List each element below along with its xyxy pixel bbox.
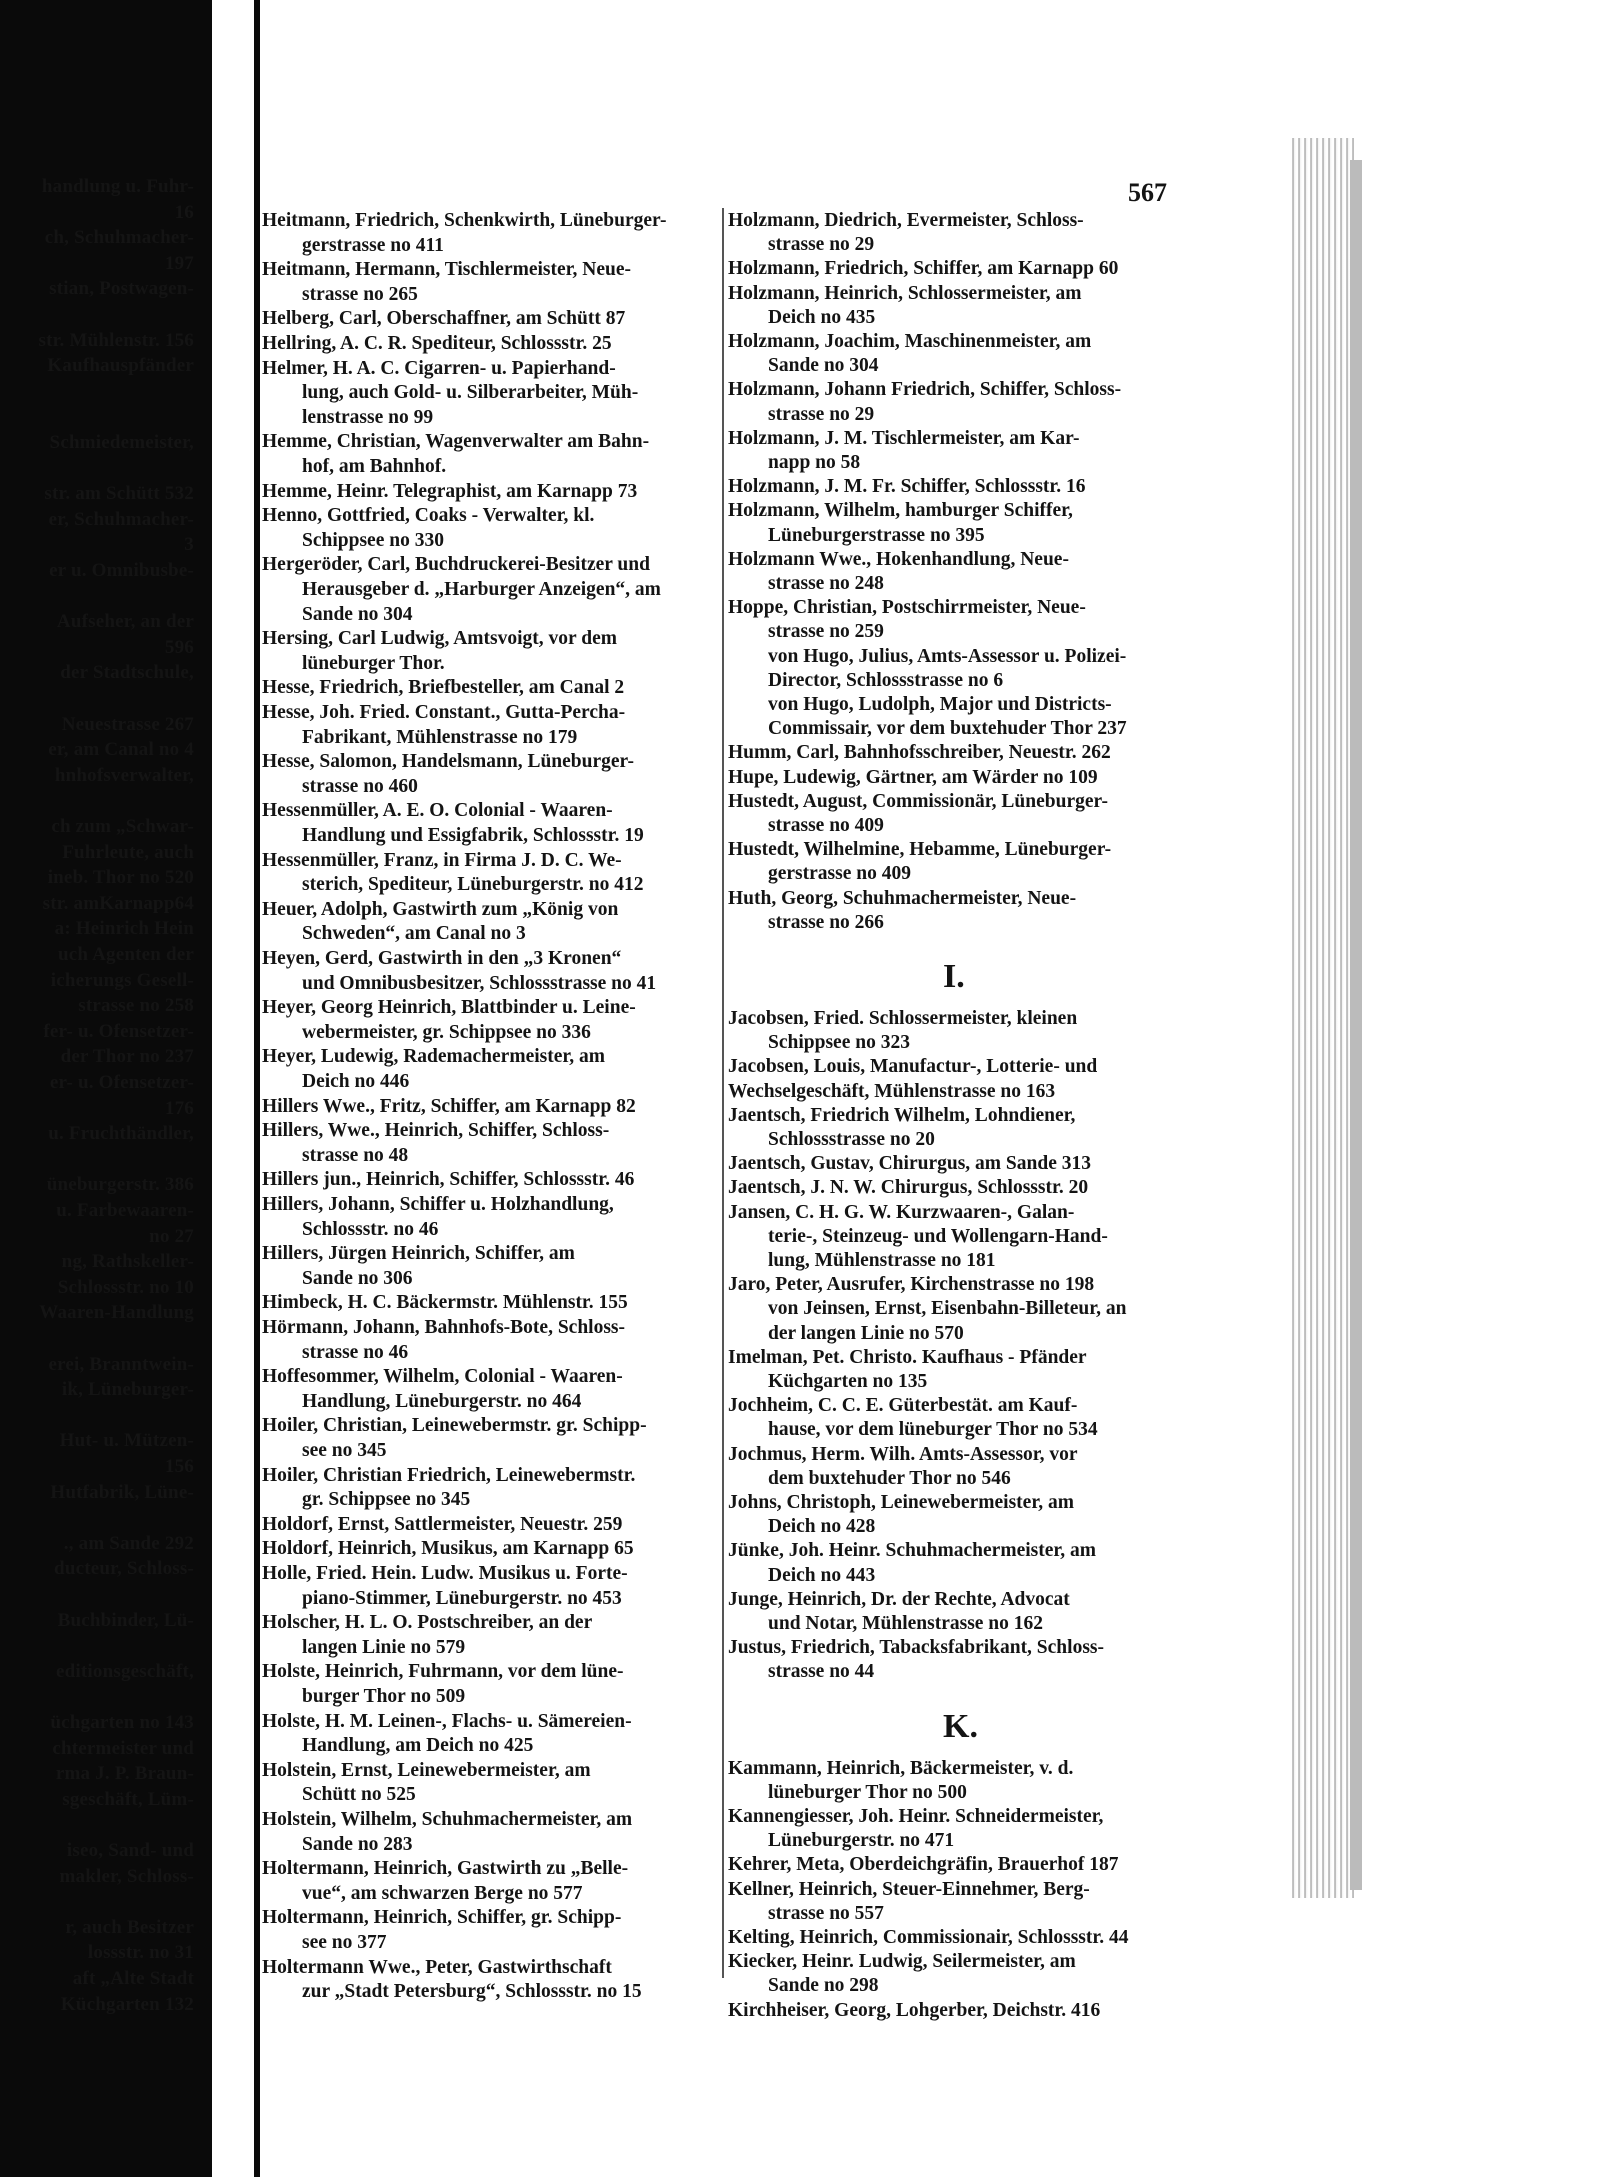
directory-entry-line: Deich no 428 <box>768 1516 876 1538</box>
directory-entry-line: strasse no 259 <box>768 621 884 643</box>
directory-entry-line: Holtermann Wwe., Peter, Gastwirthschaft <box>262 1956 612 1978</box>
directory-entry-line: Kirchheiser, Georg, Lohgerber, Deichstr. 416 <box>728 1999 1101 2021</box>
directory-entry-line: Johns, Christoph, Leinewebermeister, am <box>728 1492 1074 1513</box>
directory-entry-line: vue“, am schwarzen Berge no 577 <box>302 1882 583 1904</box>
directory-entry-line: Hergeröder, Carl, Buchdruckerei-Besitzer und <box>262 554 650 576</box>
page-stack-edge <box>1290 138 1354 1898</box>
left-page-fragment-line: er, am Canal no 4 <box>48 739 194 761</box>
directory-entry-line: strasse no 46 <box>302 1341 409 1363</box>
directory-entry-line: strasse no 557 <box>768 1902 884 1924</box>
directory-entry-line: Hemme, Heinr. Telegraphist, am Karnapp 73 <box>262 480 638 502</box>
directory-entry-line: Jünke, Joh. Heinr. Schuhmachermeister, am <box>728 1540 1096 1562</box>
left-page-fragment-line: a: Heinrich Hein <box>54 918 194 940</box>
directory-entry-line: Helmer, H. A. C. Cigarren- u. Papierhand- <box>262 357 616 379</box>
directory-entry-line: Kelting, Heinrich, Commissionair, Schlossstr. 44 <box>728 1927 1129 1948</box>
directory-entry-line: Hörmann, Johann, Bahnhofs-Bote, Schloss- <box>262 1317 625 1338</box>
left-page-fragment-line: strasse no 258 <box>78 995 194 1017</box>
directory-entry-line: gr. Schippsee no 345 <box>302 1489 471 1511</box>
directory-entry-line: der langen Linie no 570 <box>768 1322 964 1344</box>
directory-entry-line: Humm, Carl, Bahnhofsschreiber, Neuestr. 262 <box>728 742 1111 764</box>
left-page-fragment-line: u. Farbewaaren- <box>56 1200 194 1221</box>
directory-entry-line: Holstein, Ernst, Leinewebermeister, am <box>262 1759 591 1781</box>
left-page-fragment-line: er, Schuhmacher- <box>48 508 194 530</box>
directory-entry-line: Herausgeber d. „Harburger Anzeigen“, am <box>302 579 661 600</box>
directory-entry-line: Schippsee no 330 <box>302 529 444 551</box>
directory-entry-line: Hillers Wwe., Fritz, Schiffer, am Karnapp 82 <box>262 1095 636 1117</box>
section-letter-heading: I. <box>943 958 965 995</box>
directory-entry-line: lung, Mühlenstrasse no 181 <box>768 1250 996 1271</box>
left-page-fragment-line: 596 <box>164 636 194 658</box>
left-page-fragment-line: Aufseher, an der <box>56 611 194 633</box>
directory-entry-line: zur „Stadt Petersburg“, Schlossstr. no 15 <box>302 1981 642 2003</box>
directory-entry-line: Holzmann, J. M. Tischlermeister, am Kar- <box>728 427 1080 449</box>
directory-entry-line: Holzmann, Friedrich, Schiffer, am Karnapp 60 <box>728 258 1119 280</box>
directory-entry-line: Jochmus, Herm. Wilh. Amts-Assessor, vor <box>728 1443 1078 1465</box>
directory-entry-line: Heyer, Georg Heinrich, Blattbinder u. Leine- <box>262 997 636 1019</box>
directory-entry-line: Hoiler, Christian, Leinewebermstr. gr. Schipp- <box>262 1415 647 1437</box>
left-page-fragment-line: Buchbinder, Lü- <box>57 1609 194 1631</box>
directory-entry-line: Holste, Heinrich, Fuhrmann, vor dem lüne- <box>262 1661 624 1683</box>
left-page-fragment-line: sgeschäft, Lüm- <box>62 1788 194 1810</box>
left-page-fragment-line: üchgarten no 143 <box>50 1712 194 1733</box>
directory-entry-line: hause, vor dem lüneburger Thor no 534 <box>768 1419 1098 1441</box>
directory-entry-line: strasse no 266 <box>768 911 884 933</box>
left-page-fragment-line: str. amKarnapp64 <box>42 892 194 914</box>
left-page-fragment-line: makler, Schloss- <box>59 1865 194 1887</box>
page-stack-shadow <box>1350 160 1362 1890</box>
directory-entry-line: Handlung, am Deich no 425 <box>302 1735 534 1757</box>
left-page-fragment-line: ducteur, Schloss- <box>54 1558 194 1580</box>
left-page-fragment-line: ineb. Thor no 520 <box>47 867 194 889</box>
directory-entry-line: strasse no 44 <box>768 1661 875 1683</box>
directory-entry-line: Holzmann, Johann Friedrich, Schiffer, Schloss- <box>728 379 1122 401</box>
directory-entry-line: Commissair, vor dem buxtehuder Thor 237 <box>768 718 1127 740</box>
directory-entry-line: lüneburger Thor. <box>302 652 445 674</box>
directory-entry-line: und Notar, Mühlenstrasse no 162 <box>768 1613 1044 1634</box>
directory-entry-line: Hesse, Salomon, Handelsmann, Lüneburger- <box>262 751 634 773</box>
directory-entry-line: see no 377 <box>302 1932 387 1953</box>
left-page-fragment-line: 16 <box>174 201 194 223</box>
directory-entry-line: Schlossstrasse no 20 <box>768 1129 935 1150</box>
directory-entry-line: Jansen, C. H. G. W. Kurzwaaren-, Galan- <box>728 1201 1075 1223</box>
directory-entry-line: Hesse, Friedrich, Briefbesteller, am Canal 2 <box>262 677 625 699</box>
directory-entry-line: Jaentsch, Gustav, Chirurgus, am Sande 313 <box>728 1153 1091 1175</box>
directory-entry-line: Holste, H. M. Leinen-, Flachs- u. Sämereien- <box>262 1710 632 1732</box>
directory-entry-line: Hillers, Jürgen Heinrich, Schiffer, am <box>262 1243 575 1265</box>
directory-entry-line: strasse no 460 <box>302 775 418 797</box>
directory-entry-line: strasse no 29 <box>768 403 875 425</box>
directory-entry-line: Küchgarten no 135 <box>768 1371 928 1392</box>
left-page-fragment-line: 156 <box>164 1456 194 1477</box>
directory-entry-line: napp no 58 <box>768 452 861 473</box>
directory-entry-line: Heitmann, Friedrich, Schenkwirth, Lüneburger- <box>262 210 667 231</box>
directory-entry-line: Sande no 304 <box>302 603 413 625</box>
left-page-fragment-line: ch, Schuhmacher- <box>44 227 194 249</box>
directory-entry-line: von Hugo, Ludolph, Major und Districts- <box>768 694 1112 715</box>
left-page-fragment-line: 197 <box>164 252 194 274</box>
directory-entry-line: burger Thor no 509 <box>302 1686 466 1707</box>
left-page-fragment-line: stian, Postwagen- <box>49 278 194 300</box>
left-page-fragment-line: Hut- u. Mützen- <box>59 1430 194 1452</box>
directory-entry-line: Jochheim, C. C. E. Güterbestät. am Kauf- <box>728 1395 1078 1417</box>
directory-entry-line: Heitmann, Hermann, Tischlermeister, Neue- <box>262 259 632 281</box>
directory-entry-line: Holtermann, Heinrich, Gastwirth zu „Belle- <box>262 1858 629 1880</box>
directory-entry-line: Hessenmüller, A. E. O. Colonial - Waaren- <box>262 800 613 822</box>
directory-entry-line: Hemme, Christian, Wagenverwalter am Bahn- <box>262 431 650 453</box>
directory-entry-line: Heyen, Gerd, Gastwirth in den „3 Kronen“ <box>262 948 622 969</box>
directory-entry-line: langen Linie no 579 <box>302 1636 466 1658</box>
directory-entry-line: strasse no 409 <box>768 815 884 836</box>
directory-entry-line: Holdorf, Ernst, Sattlermeister, Neuestr. 259 <box>262 1513 623 1535</box>
directory-entry-line: sterich, Spediteur, Lüneburgerstr. no 412 <box>302 874 644 896</box>
directory-entry-line: Hoppe, Christian, Postschirrmeister, Neue- <box>728 597 1086 619</box>
directory-entry-line: Holzmann, Diedrich, Evermeister, Schloss- <box>728 210 1084 231</box>
directory-entry-line: und Omnibusbesitzer, Schlossstrasse no 41 <box>302 972 657 994</box>
left-page-fragment-line: 3 <box>184 534 194 556</box>
left-page-fragment-line: Küchgarten 132 <box>60 1993 194 2015</box>
directory-entry-line: Deich no 446 <box>302 1071 410 1092</box>
directory-entry-line: Holle, Fried. Hein. Ludw. Musikus u. Forte- <box>262 1563 628 1584</box>
directory-entry-line: Jaentsch, J. N. W. Chirurgus, Schlossstr. 20 <box>728 1177 1089 1199</box>
left-page-fragment-line: editionsgeschäft, <box>56 1660 194 1682</box>
directory-entry-line: Hillers, Wwe., Heinrich, Schiffer, Schloss- <box>262 1120 610 1142</box>
directory-entry-line: Deich no 443 <box>768 1564 876 1586</box>
directory-entry-line: Schweden“, am Canal no 3 <box>302 923 526 945</box>
directory-entry-line: hof, am Bahnhof. <box>302 456 447 477</box>
directory-entry-line: Hesse, Joh. Fried. Constant., Gutta-Percha- <box>262 702 626 723</box>
directory-entry-line: Kannengiesser, Joh. Heinr. Schneidermeister, <box>728 1806 1104 1827</box>
left-page-fragment-line: icherungs Gesell- <box>50 969 194 991</box>
directory-entry-line: gerstrasse no 409 <box>768 863 911 885</box>
directory-entry-line: Wechselgeschäft, Mühlenstrasse no 163 <box>728 1080 1056 1102</box>
left-page-fragment-line: er- u. Ofensetzer- <box>49 1072 194 1093</box>
directory-entry-line: Heuer, Adolph, Gastwirth zum „König von <box>262 898 619 920</box>
directory-entry-line: Holzmann, Wilhelm, hamburger Schiffer, <box>728 500 1073 522</box>
directory-entry-line: Imelman, Pet. Christo. Kaufhaus - Pfänder <box>728 1346 1087 1368</box>
page-number: 567 <box>1128 178 1167 207</box>
left-page-fragment-line: Schlossstr. no 10 <box>57 1276 194 1298</box>
column-divider <box>722 208 724 1978</box>
left-page-fragment-line: Kaufhauspfänder <box>47 355 194 377</box>
left-page-fragment-line: Hutfabrik, Lüne- <box>50 1481 194 1503</box>
directory-entry-line: Holzmann, J. M. Fr. Schiffer, Schlossstr. 16 <box>728 476 1086 498</box>
left-page-fragment-line: fer- u. Ofensetzer- <box>43 1020 194 1042</box>
directory-entry-line: Kammann, Heinrich, Bäckermeister, v. d. <box>728 1757 1074 1779</box>
left-page-fragment-line: iseo, Sand- und <box>66 1840 194 1861</box>
left-page-fragment-line: er u. Omnibusbe- <box>49 560 194 581</box>
left-page-fragment <box>0 146 208 2066</box>
directory-entry-line: Hillers jun., Heinrich, Schiffer, Schlossstr. 46 <box>262 1169 635 1191</box>
directory-entry-line: Schlossstr. no 46 <box>302 1218 439 1240</box>
directory-entry-line: Sande no 306 <box>302 1267 413 1289</box>
left-page-fragment-line: chtermeister und <box>52 1737 194 1759</box>
directory-entry-line: Handlung, Lüneburgerstr. no 464 <box>302 1390 582 1412</box>
directory-entry-line: Holzmann, Joachim, Maschinenmeister, am <box>728 331 1092 352</box>
left-page-fragment-line: str. am Schütt 532 <box>44 483 194 505</box>
directory-entry-line: Hoffesommer, Wilhelm, Colonial - Waaren- <box>262 1366 623 1388</box>
directory-entry-line: Deich no 435 <box>768 306 876 328</box>
directory-entry-line: Justus, Friedrich, Tabacksfabrikant, Schloss- <box>728 1637 1104 1659</box>
directory-entry-line: lung, auch Gold- u. Silberarbeiter, Müh- <box>302 382 639 404</box>
left-page-fragment-line: u. Fruchthändler, <box>48 1123 194 1145</box>
left-page-fragment-line: erei, Branntwein- <box>48 1353 194 1375</box>
section-letter-heading: K. <box>943 1707 978 1745</box>
left-page-fragment-line: hnhofsverwalter, <box>54 764 194 786</box>
directory-entry-line: von Jeinsen, Ernst, Eisenbahn-Billeteur, an <box>768 1298 1127 1320</box>
left-page-fragment-line: rma J. P. Braun- <box>55 1763 194 1785</box>
directory-entry-line: Hoiler, Christian Friedrich, Leinewebermstr. <box>262 1464 636 1486</box>
directory-entry-line: Hupe, Ludewig, Gärtner, am Wärder no 109 <box>728 766 1098 788</box>
directory-entry-line: Huth, Georg, Schuhmachermeister, Neue- <box>728 887 1077 909</box>
scan-gutter <box>254 0 260 2177</box>
left-page-fragment-line: lossstr. no 31 <box>87 1942 194 1964</box>
directory-entry-line: Sande no 304 <box>768 355 879 377</box>
directory-entry-line: strasse no 248 <box>768 573 884 594</box>
directory-entry-line: Jaro, Peter, Ausrufer, Kirchenstrasse no 198 <box>728 1274 1095 1296</box>
left-page-fragment-line: ., am Sande 292 <box>63 1532 194 1554</box>
left-page-fragment-line: ng, Rathskeller- <box>61 1251 194 1273</box>
directory-entry-line: Kehrer, Meta, Oberdeichgräfin, Brauerhof 187 <box>728 1854 1119 1876</box>
directory-entry-line: von Hugo, Julius, Amts-Assessor u. Polizei- <box>768 645 1127 667</box>
left-page-fragment-line: no 27 <box>149 1225 194 1247</box>
directory-entry-line: Hersing, Carl Ludwig, Amtsvoigt, vor dem <box>262 628 617 650</box>
left-page-fragment-line: üneburgerstr. 386 <box>46 1174 194 1196</box>
directory-entry-line: piano-Stimmer, Lüneburgerstr. no 453 <box>302 1587 622 1609</box>
directory-entry-line: gerstrasse no 411 <box>302 234 444 256</box>
left-page-fragment-line: aft „Alte Stadt <box>72 1968 194 1989</box>
directory-entry-line: Holscher, H. L. O. Postschreiber, an der <box>262 1612 593 1634</box>
directory-entry-line: dem buxtehuder Thor no 546 <box>768 1467 1011 1489</box>
directory-entry-line: Henno, Gottfried, Coaks - Verwalter, kl. <box>262 505 595 527</box>
directory-entry-line: Kiecker, Heinr. Ludwig, Seilermeister, am <box>728 1951 1076 1973</box>
directory-entry-line: Fabrikant, Mühlenstrasse no 179 <box>302 726 578 748</box>
directory-entry-line: Holtermann, Heinrich, Schiffer, gr. Schipp- <box>262 1907 622 1929</box>
directory-entry-line: Helberg, Carl, Oberschaffner, am Schütt 87 <box>262 308 626 330</box>
left-page-fragment-line: ik, Lüneburger- <box>61 1379 194 1401</box>
left-page-fragment-line: der Thor no 237 <box>60 1046 194 1068</box>
directory-entry-line: Lüneburgerstr. no 471 <box>768 1830 955 1852</box>
directory-entry-line: Jacobsen, Louis, Manufactur-, Lotterie- und <box>728 1056 1098 1078</box>
left-page-fragment-line: Neuestrasse 267 <box>61 713 194 735</box>
directory-entry-line: Holdorf, Heinrich, Musikus, am Karnapp 65 <box>262 1538 634 1560</box>
left-page-fragment-line: 176 <box>164 1097 194 1119</box>
left-page-fragment-line: Waaren-Handlung <box>39 1302 194 1324</box>
directory-entry-line: Director, Schlossstrasse no 6 <box>768 669 1004 691</box>
directory-entry-line: Hillers, Johann, Schiffer u. Holzhandlung, <box>262 1194 614 1215</box>
left-page-fragment-line: der Stadtschule, <box>60 662 194 684</box>
directory-entry-line: Schütt no 525 <box>302 1784 416 1806</box>
directory-entry-line: Kellner, Heinrich, Steuer-Einnehmer, Berg- <box>728 1878 1090 1900</box>
directory-entry-line: Holzmann, Heinrich, Schlossermeister, am <box>728 282 1082 304</box>
directory-entry-line: Jacobsen, Fried. Schlossermeister, kleinen <box>728 1008 1078 1029</box>
directory-entry-line: Sande no 298 <box>768 1975 879 1997</box>
directory-entry-line: Sande no 283 <box>302 1833 413 1855</box>
left-page-fragment-line: Schmiedemeister, <box>49 432 194 453</box>
directory-entry-line: strasse no 29 <box>768 234 875 256</box>
left-page-fragment-line: ch zum „Schwar- <box>51 816 194 837</box>
directory-entry-line: Jaentsch, Friedrich Wilhelm, Lohndiener, <box>728 1104 1076 1126</box>
directory-entry-line: Heyer, Ludewig, Rademachermeister, am <box>262 1046 605 1068</box>
directory-entry-line: see no 345 <box>302 1440 387 1461</box>
directory-entry-line: Hustedt, Wilhelmine, Hebamme, Lüneburger- <box>728 839 1112 861</box>
directory-entry-line: strasse no 48 <box>302 1144 409 1166</box>
left-page-fragment-line: uch Agenten der <box>58 944 194 965</box>
directory-entry-line: Handlung und Essigfabrik, Schlossstr. 19 <box>302 825 644 846</box>
directory-entry-line: Schippsee no 323 <box>768 1032 910 1054</box>
directory-entry-line: Hellring, A. C. R. Spediteur, Schlossstr. 25 <box>262 333 612 354</box>
directory-entry-line: lüneburger Thor no 500 <box>768 1781 967 1803</box>
directory-entry-line: Junge, Heinrich, Dr. der Rechte, Advocat <box>728 1588 1070 1610</box>
directory-entry-line: lenstrasse no 99 <box>302 406 434 428</box>
directory-entry-line: Himbeck, H. C. Bäckermstr. Mühlenstr. 155 <box>262 1292 628 1314</box>
left-page-fragment-line: handlung u. Fuhr- <box>41 176 194 197</box>
directory-entry-line: webermeister, gr. Schippsee no 336 <box>302 1021 591 1043</box>
directory-entry-line: Hustedt, August, Commissionär, Lüneburger- <box>728 790 1108 812</box>
directory-entry-line: Holzmann Wwe., Hokenhandlung, Neue- <box>728 548 1069 570</box>
directory-entry-line: Holstein, Wilhelm, Schuhmachermeister, am <box>262 1809 633 1830</box>
directory-entry-line: Hessenmüller, Franz, in Firma J. D. C. We- <box>262 849 622 871</box>
left-page-fragment-line: r, auch Besitzer <box>65 1916 194 1938</box>
directory-entry-line: Lüneburgerstrasse no 395 <box>768 524 985 546</box>
directory-entry-line: terie-, Steinzeug- und Wollengarn-Hand- <box>768 1225 1108 1247</box>
left-page-fragment-line: str. Mühlenstr. 156 <box>38 329 194 351</box>
directory-entry-line: strasse no 265 <box>302 283 418 305</box>
left-page-fragment-line: Fuhrleute, auch <box>62 841 194 863</box>
